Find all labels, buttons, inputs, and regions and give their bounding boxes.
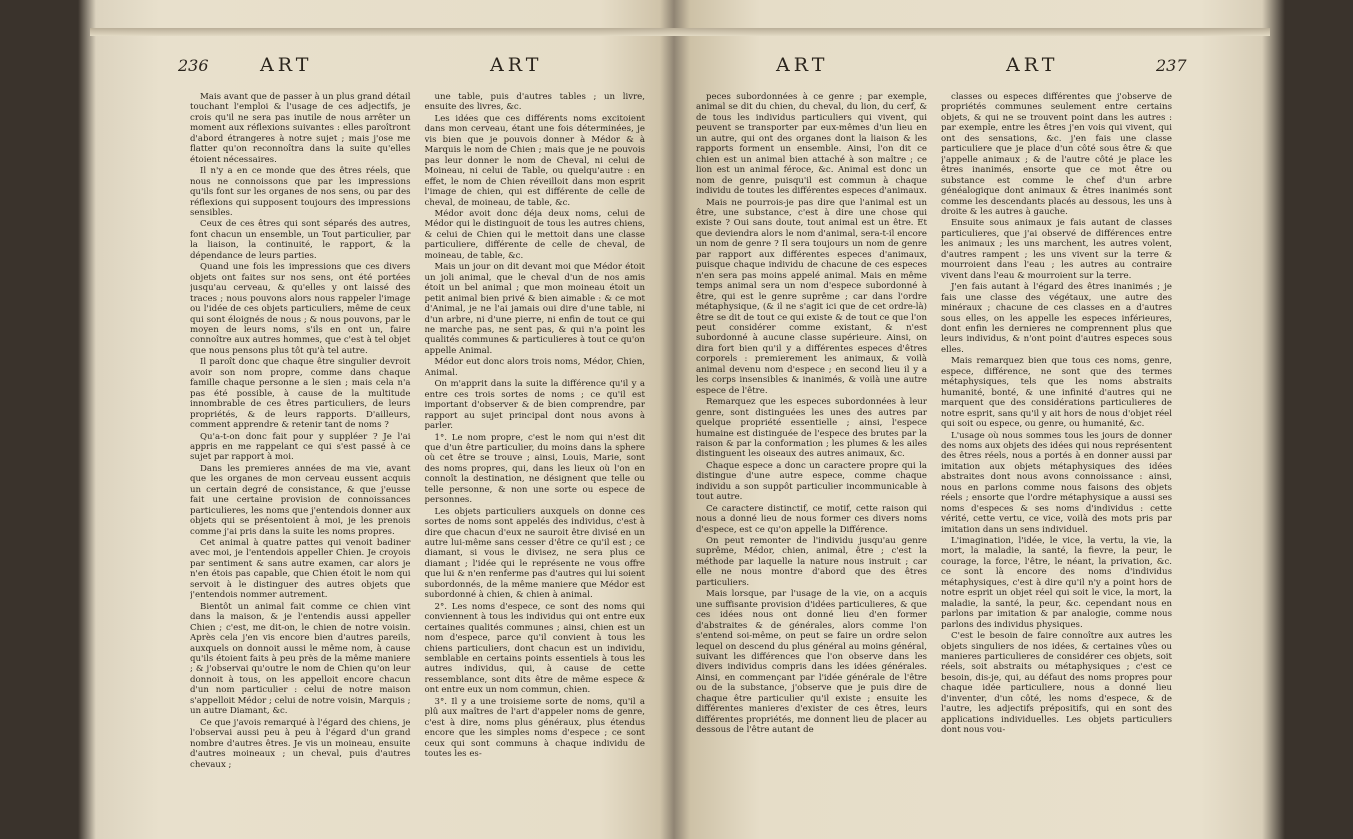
paragraph: Qu'a-t-on donc fait pour y suppléer ? Je l'ai appris en me rappelant ce qui s'est passé à ce sujet par rapport à moi. xyxy=(190,431,411,463)
paragraph: Ceux de ces êtres qui sont séparés des autres, font chacun un ensemble, un Tout particulier, par la liaison, la continuité, le rapport, & la dépendance de leurs parties. xyxy=(190,219,411,261)
paragraph: Les idées que ces différents noms excitoient dans mon cerveau, étant une fois déterminées, je vis bien que je pouvois donner à Médor & à Marquis le nom de Chien ; mais que je ne pouvois pas leur donner le nom de Cheval, ni celui de Moineau, ni celui de Table, ou quelqu'autre : en effet, le nom de Chien réveilloit dans mon esprit l'image de chien, qui est différente de celle de cheval, de moineau, de table, &c. xyxy=(424,113,645,208)
right-page-number: 237 xyxy=(1156,56,1187,75)
paragraph: Il n'y a en ce monde que des êtres réels, que nous ne connoissons que par les impressions qu'ils font sur les organes de nos sens, ou par des réflexions qui supposent toujours des impressions sensibles. xyxy=(190,166,411,218)
left-running-head-1: ART xyxy=(260,54,313,76)
paragraph: Quand une fois les impressions que ces divers objets ont faites sur nos sens, ont été portées jusqu'au cerveau, & qu'elles y ont laissé des traces ; nous pouvons alors nous rappeler l'image ou l'idée de ces objets particuliers, même de ceux qui sont éloignés de nous ; & nous pouvons, par le moyen de leurs noms, s'ils en ont un, faire connoître aux autres hommes, que c'est à tel objet que nous pensons plus tôt qu'à tel autre. xyxy=(190,262,411,356)
left-page xyxy=(178,52,645,804)
right-page xyxy=(696,52,1187,804)
paragraph: 3°. Il y a une troisieme sorte de noms, qu'il a plû aux maîtres de l'art d'appeler noms de genre, c'est à dire, noms plus généraux, plus étendus encore que les simples noms d'espece ; ce sont ceux qui sont communs à chaque individu de toutes les es- xyxy=(424,696,645,760)
paragraph: Médor avoit donc déja deux noms, celui de Médor qui le distinguoit de tous les autres chiens, & celui de Chien qui le mettoit dans une classe particuliere, différente de celle de cheval, de moineau, de table, &c. xyxy=(424,208,645,261)
paragraph: Mais un jour on dit devant moi que Médor étoit un joli animal, que le cheval d'un de nos amis étoit un bel animal ; que mon moineau étoit un petit animal bien privé & bien aimable : & ce mot d'Animal, je ne l'ai jamais oui dire d'une table, ni d'un arbre, ni d'une pierre, ni enfin de tout ce qui ne marche pas, ne sent pas, & qui n'a point les qualités communes & particulieres à tout ce qu'on appelle Animal. xyxy=(424,262,645,356)
paragraph: Médor eut donc alors trois noms, Médor, Chien, Animal. xyxy=(424,357,645,378)
paragraph: Les objets particuliers auxquels on donne ces sortes de noms sont appelés des individus, c'est à dire que chacun d'eux ne sauroit être divisé en un autre lui-même sans cesser d'être ce qu'il est ; ce diamant, si vous le divisez, ne sera plus ce diamant ; l'idée qui le représente ne vous offre que lui & n'en renferme pas d'autres qui lui soient subordonnés, de la même maniere que Médor est subordonné à chien, & chien à animal. xyxy=(424,506,645,601)
paragraph: Mais remarquez bien que tous ces noms, genre, espece, différence, ne sont que des termes métaphysiques, tels que les noms abstraits humanité, bonté, & une infinité d'autres qui ne marquent que des considérations particulieres de notre esprit, sans qu'il y ait hors de nous d'objet réel qui soit ou espece, ou genre, ou humanité, &c. xyxy=(941,356,1172,430)
left-page-columns xyxy=(190,92,645,804)
page-edge xyxy=(90,28,1270,36)
left-page-header xyxy=(178,52,645,92)
right-running-head-1: ART xyxy=(776,54,829,76)
paragraph: Mais lorsque, par l'usage de la vie, on a acquis une suffisante provision d'idées particulieres, & que ces idées nous ont donné lieu d'en former d'abstraites & de générales, alors comme l'on s'entend soi-même, on peut se faire un ordre selon lequel on descend du plus général au moins général, suivant les différences que l'on observe dans les divers individus compris dans les idées générales. Ainsi, en commençant par l'idée générale de l'être ou de la substance, j'observe que je puis dire de chaque être particulier qu'il existe ; ensuite les différentes manieres d'exister de ces êtres, leurs différentes propriétés, me donnent lieu de placer au dessous de l'être autant de xyxy=(696,589,927,736)
paragraph: Dans les premieres années de ma vie, avant que les organes de mon cerveau eussent acquis un certain degré de consistance, & que j'eusse fait une certaine provision de connoissances particulieres, les noms que j'entendois donner aux objets qui se présentoient à moi, je les prenois comme j'ai pris dans la suite les noms propres. xyxy=(190,463,411,537)
left-column-2 xyxy=(425,92,646,804)
paragraph: une table, puis d'autres tables ; un livre, ensuite des livres, &c. xyxy=(424,92,645,113)
right-column-1 xyxy=(696,92,927,804)
paragraph: Chaque espece a donc un caractere propre qui la distingue d'une autre espece, comme chaque individu a son suppôt particulier incommunicable à tout autre. xyxy=(696,460,927,503)
left-column-1 xyxy=(190,92,411,804)
paragraph: Ensuite sous animaux je fais autant de classes particulieres, que j'ai observé de différences entre les animaux ; les uns marchent, les autres volent, d'autres rampent ; les uns vivent sur la terre & mourroient dans l'eau ; les autres au contraire vivent dans l'eau & mourroient sur la terre. xyxy=(941,218,1172,281)
paragraph: Mais ne pourrois-je pas dire que l'animal est un être, une substance, c'est à dire une chose qui existe ? Oui sans doute, tout animal est un être. Et que deviendra alors le nom d'animal, sera-t-il encore un nom de genre ? Il sera toujours un nom de genre par rapport aux différentes especes d'animaux, puisque chaque individu de chacune de ces especes n'en sera pas moins appelé animal. Mais en même temps animal sera un nom d'espece subordonné à être, qui est le genre suprême ; car dans l'ordre métaphysique, (& il ne s'agit ici que de cet ordre-là) être se dit de tout ce qui existe & de tout ce que l'on peut considérer comme existant, & n'est subordonné à aucune classe supérieure. Ainsi, on dira fort bien qu'il y a différentes especes d'êtres corporels : premierement les animaux, & voilà animal devenu nom d'espece ; en second lieu il y a les corps insensibles & inanimés, & voilà une autre espece de l'être. xyxy=(696,197,927,396)
paragraph: Ce que j'avois remarqué à l'égard des chiens, je l'observai aussi peu à peu à l'égard d'un grand nombre d'autres êtres. Je vis un moineau, ensuite d'autres moineaux ; un cheval, puis d'autres chevaux ; xyxy=(190,717,411,770)
paragraph: L'usage où nous sommes tous les jours de donner des noms aux objets des idées qui nous représentent des êtres réels, nous a portés à en donner aussi par imitation aux objets métaphysiques des idées abstraites dont nous avons connoissance : ainsi, nous en parlons comme nous faisons des objets réels ; ensorte que l'ordre métaphysique a aussi ses noms d'especes & ses noms d'individus : cette vérité, cette vertu, ce vice, voilà des mots pris par imitation dans un sens individuel. xyxy=(941,430,1172,535)
paragraph: 1°. Le nom propre, c'est le nom qui n'est dit que d'un être particulier, du moins dans la sphere où cet être se trouve ; ainsi, Louis, Marie, sont des noms propres, qui, dans les lieux où l'on en connoît la destination, ne désignent que telle ou telle personne, & non une sorte ou espece de personnes. xyxy=(424,432,645,506)
left-running-head-2: ART xyxy=(490,54,543,76)
paragraph: 2°. Les noms d'espece, ce sont des noms qui conviennent à tous les individus qui ont entre eux certaines qualités communes ; ainsi, chien est un nom d'espece, parce qu'il convient à tous les chiens particuliers, dont chacun est un individu, semblable en certains points essentiels à tous les autres individus, qui, à cause de cette ressemblance, sont dits être de même espece & ont entre eux un nom commun, chien. xyxy=(424,601,645,696)
right-page-header xyxy=(696,52,1187,92)
paragraph: C'est le besoin de faire connoître aux autres les objets singuliers de nos idées, & certaines vûes ou manieres particulieres de considérer ces objets, soit réels, soit abstraits ou métaphysiques ; c'est ce besoin, dis-je, qui, au défaut des noms propres pour chaque idée particuliere, nous a donné lieu d'inventer, d'un côté, les noms d'espece, & de l'autre, les adjectifs prépositifs, qui en sont des applications individuelles. Les objets particuliers dont nous vou- xyxy=(941,631,1172,736)
paragraph: classes ou especes différentes que j'observe de propriétés communes seulement entre certains objets, & qui ne se trouvent point dans les autres : par exemple, entre les êtres j'en vois qui vivent, qui ont des sensations, &c. j'en fais une classe particuliere que je place d'un côté sous être & que j'appelle animaux ; & de l'autre côté je place les êtres inanimés, ensorte que ce mot être ou substance est comme le chef d'un arbre généalogique dont animaux & êtres inanimés sont comme les descendants placés au dessous, les uns à droite & les autres à gauche. xyxy=(941,92,1172,217)
paragraph: Bientôt un animal fait comme ce chien vint dans la maison, & je l'entendis aussi appeller Chien ; c'est, me dit-on, le chien de notre voisin. Après cela j'en vis encore bien d'autres pareils, auxquels on donnoit aussi le même nom, à cause qu'ils étoient faits à peu près de la même maniere ; & j'observai qu'outre le nom de Chien qu'on leur donnoit à tous, on les appelloit encore chacun d'un nom particulier : celui de notre maison s'appelloit Médor ; celui de notre voisin, Marquis ; un autre Diamant, &c. xyxy=(190,601,411,717)
paragraph: Cet animal à quatre pattes qui venoit badiner avec moi, je l'entendois appeller Chien. Je croyois par sentiment & sans autre examen, car alors je n'en étois pas capable, que Chien étoit le nom qui servoit à le distinguer des autres objets que j'entendois nommer autrement. xyxy=(190,538,411,601)
paragraph: J'en fais autant à l'égard des êtres inanimés ; je fais une classe des végétaux, une autre des minéraux ; chacune de ces classes en a d'autres sous elles, on les appelle les especes inférieures, dont enfin les dernieres ne comprennent plus que leurs individus, & n'ont point d'autres especes sous elles. xyxy=(941,282,1172,355)
paragraph: Remarquez que les especes subordonnées à leur genre, sont distinguées les unes des autres par quelque propriété essentielle ; ainsi, l'espece humaine est distinguée de l'espece des brutes par la raison & par la conformation ; les plumes & les ailes distinguent les oiseaux des autres animaux, &c. xyxy=(696,397,927,460)
right-page-columns xyxy=(696,92,1172,804)
paragraph: Mais avant que de passer à un plus grand détail touchant l'emploi & l'usage de ces adjectifs, je crois qu'il ne sera pas inutile de nous arrêter un moment aux réflexions suivantes : elles paroîtront d'abord étrangeres à notre sujet ; mais j'ose me flatter qu'on reconnoîtra dans la suite qu'elles étoient nécessaires. xyxy=(190,92,411,165)
paragraph: peces subordonnées à ce genre ; par exemple, animal se dit du chien, du cheval, du lion, du cerf, & de tous les individus particuliers qui vivent, qui peuvent se transporter par eux-mêmes d'un lieu en un autre, qui ont des organes dont la liaison & les rapports forment un ensemble. Ainsi, l'on dit ce chien est un animal bien attaché à son maître ; ce lion est un animal féroce, &c. Animal est donc un nom de genre, puisqu'il est commun à chaque individu de toutes les différentes especes d'animaux. xyxy=(696,92,927,197)
paragraph: On peut remonter de l'individu jusqu'au genre suprême, Médor, chien, animal, être ; c'est la méthode par laquelle la nature nous instruit ; car elle ne nous montre d'abord que des êtres particuliers. xyxy=(696,536,927,588)
paragraph: Il paroît donc que chaque être singulier devroit avoir son nom propre, comme dans chaque famille chaque personne a le sien ; mais cela n'a pas été possible, à cause de la multitude innombrable de ces êtres particuliers, de leurs propriétés, & de leurs rapports. D'ailleurs, comment apprendre & retenir tant de noms ? xyxy=(190,357,411,431)
left-page-number: 236 xyxy=(178,56,209,75)
paragraph: L'imagination, l'idée, le vice, la vertu, la vie, la mort, la maladie, la santé, la fievre, la peur, le courage, la force, l'être, le néant, la privation, &c. ce sont là encore des noms d'individus métaphysiques, c'est à dire qu'il n'y a point hors de notre esprit un objet réel qui soit le vice, la mort, la maladie, la santé, la peur, &c. cependant nous en parlons par imitation & par analogie, comme nous parlons des individus physiques. xyxy=(941,536,1172,630)
paragraph: On m'apprit dans la suite la différence qu'il y a entre ces trois sortes de noms ; ce qu'il est important d'observer & de bien comprendre, par rapport au sujet principal dont nous avons à parler. xyxy=(424,379,645,432)
paragraph: Ce caractere distinctif, ce motif, cette raison qui nous a donné lieu de nous former ces divers noms d'espece, est ce qu'on appelle la Différence. xyxy=(696,503,927,535)
right-running-head-2: ART xyxy=(1006,54,1059,76)
right-column-2 xyxy=(941,92,1172,804)
